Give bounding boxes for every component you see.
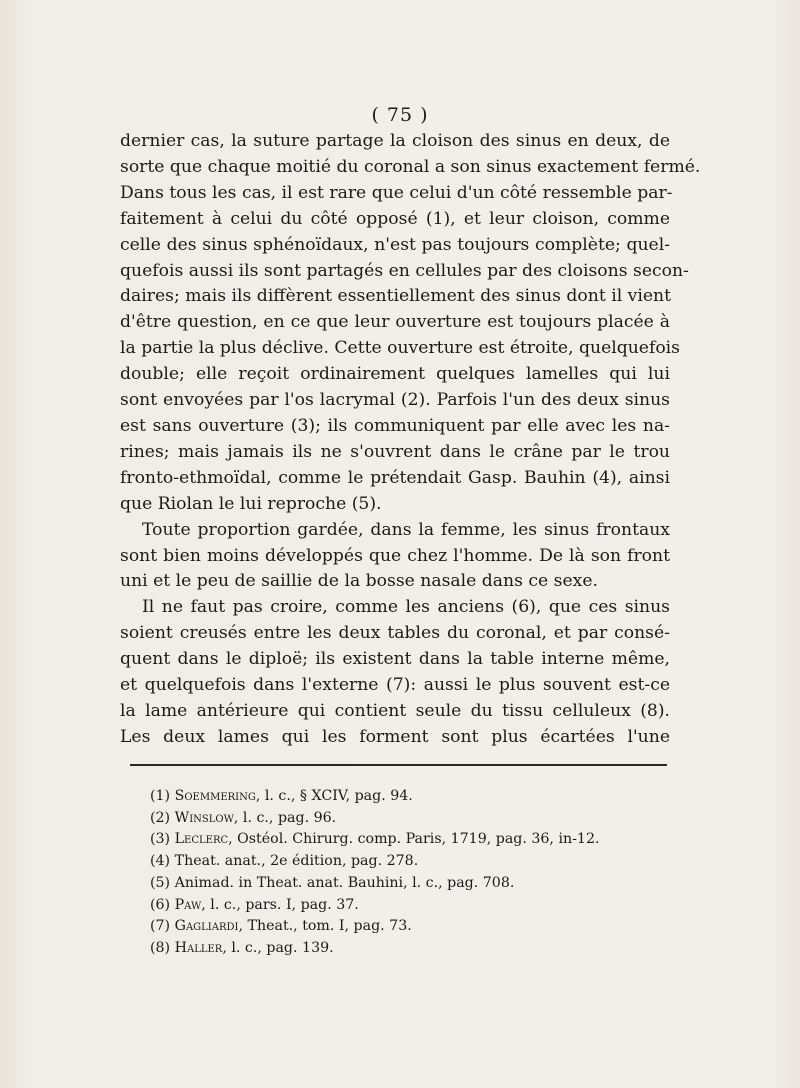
footnote-text: , l. c., § XCIV, pag. 94. [255,788,413,804]
text-line: Dans tous les cas, il est rare que celui d'un côté ressemble par- [120,182,673,203]
text-line: celle des sinus sphénoïdaux, n'est pas toujours complète; quel- [120,234,670,255]
text-line: Les deux lames qui les forment sont plus écartées l'une [120,726,670,747]
text-line: faitement à celui du côté opposé (1), et leur cloison, comme [120,208,670,229]
footnote-number: (1) [150,788,171,804]
footnote-author: Haller [174,939,223,956]
text-line: la partie la plus déclive. Cette ouverture est étroite, quelquefois [120,338,681,359]
text-line: daires; mais ils diffèrent essentiellement des sinus dont il vient [120,286,672,307]
text-line: la lame antérieure qui contient seule du tissu celluleux (8). [120,700,670,721]
footnote-number: (3) [150,831,171,848]
text-line: double; elle reçoit ordinairement quelques lamelles qui lui [120,364,670,385]
text-line: quefois aussi ils sont partagés en cellules par des cloisons secon- [120,260,689,281]
text-line: Toute proportion gardée, dans la femme, les sinus frontaux [142,519,670,540]
text-line: sont bien moins développés que chez l'homme. De là son front [120,545,670,566]
text-line: uni et le peu de saillie de la bosse nasale dans ce sexe. [120,571,598,592]
footnote-text: , Ostéol. Chirurg. comp. Paris, 1719, pag. 36, in-12. [228,831,600,848]
footnote-number: (8) [150,939,171,956]
footnote-number: (5) [150,874,171,891]
text-line: Il ne faut pas croire, comme les anciens (6), que ces sinus [142,597,670,618]
text-line: et quelquefois dans l'externe (7): aussi le plus souvent est-ce [120,675,670,696]
footnote-item [150,873,650,895]
text-line: sont envoyées par l'os lacrymal (2). Parfois l'un des deux sinus [120,390,670,411]
footnote-item [150,916,650,938]
footnote-author: Gagliardi [174,918,239,935]
footnote-text: , l. c., pag. 139. [222,939,334,956]
text-line: soient creusés entre les deux tables du coronal, et par consé- [120,623,670,644]
footnote-item [150,829,650,851]
footnote-text: , Theat., tom. I, pag. 73. [238,918,412,935]
text-line: est sans ouverture (3); ils communiquent par elle avec les na- [120,415,670,436]
footnote-number: (4) [150,853,171,870]
footnote-author: Leclerc [174,831,229,848]
text-line: d'être question, en ce que leur ouverture est toujours placée à [120,312,670,333]
footnote-author: Paw [174,896,202,913]
text-line: quent dans le diploë; ils existent dans la table interne même, [120,649,670,670]
footnote-number: (7) [150,918,171,935]
footnote-text: Animad. in Theat. anat. Bauhini, l. c., pag. 708. [174,874,515,891]
page-number: ( 75 ) [371,104,429,126]
footnote-text: , l. c., pag. 96. [233,809,337,826]
text-line: rines; mais jamais ils ne s'ouvrent dans le crâne par le trou [120,441,670,462]
footnote-number: (2) [150,809,171,826]
text-line: dernier cas, la suture partage la cloison des sinus en deux, de [120,131,670,151]
main-text [120,129,701,751]
footnote-item [150,938,650,960]
footnote-item [150,808,650,830]
footnote-item [150,895,650,917]
footnote-author: Winslow [174,809,234,826]
footnote-author: Soemmering [174,788,256,804]
footnote-number: (6) [150,896,171,913]
footnote-rule [130,764,667,766]
footnote-text: , l. c., pars. I, pag. 37. [201,896,359,913]
text-line: que Riolan le lui reproche (5). [120,493,382,514]
text-line: sorte que chaque moitié du coronal a son sinus exactement fermé. [120,156,701,177]
text-line: fronto-ethmoïdal, comme le prétendait Gasp. Bauhin (4), ainsi [120,467,670,488]
footnote-item [150,786,650,808]
footnote-text: Theat. anat., 2e édition, pag. 278. [174,853,419,870]
footnote-item [150,851,650,873]
footnotes [150,786,650,960]
